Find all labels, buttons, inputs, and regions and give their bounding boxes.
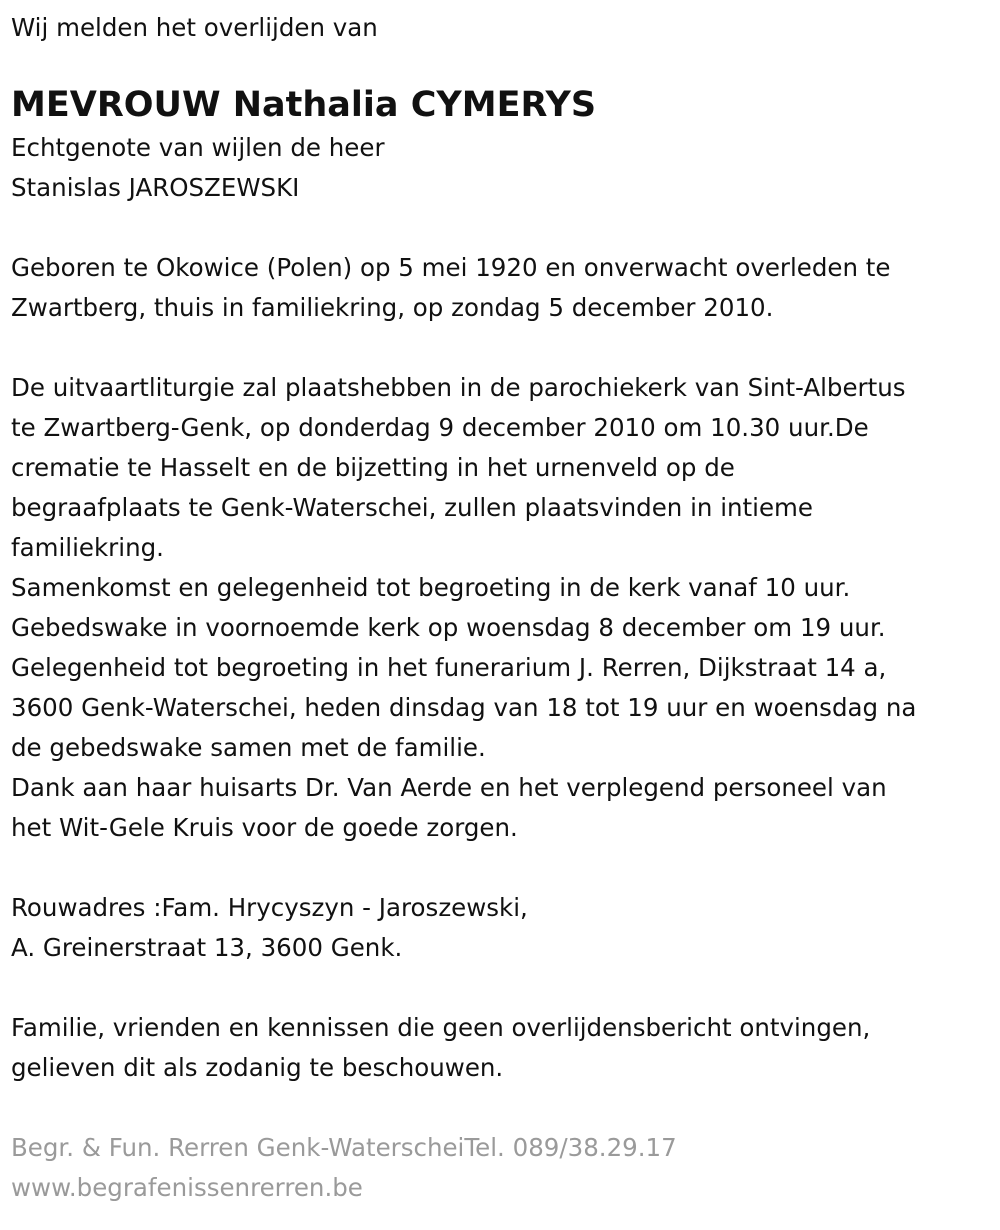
ceremony-line: het Wit-Gele Kruis voor de goede zorgen.: [11, 813, 518, 842]
funeral-home-website: www.begrafenissenrerren.be: [11, 1173, 363, 1202]
spacer: [11, 328, 990, 368]
address-section: [11, 888, 990, 968]
ceremony-line: Gebedswake in voornoemde kerk op woensdag 8 december om 19 uur.: [11, 613, 886, 642]
spacer: [11, 848, 990, 888]
funeral-home-contact: Begr. & Fun. Rerren Genk-WaterscheiTel. 089/38.29.17: [11, 1133, 677, 1162]
ceremony-line: 3600 Genk-Waterschei, heden dinsdag van 18 tot 19 uur en woensdag na: [11, 693, 917, 722]
spouse-line: Echtgenote van wijlen de heer: [11, 133, 385, 162]
ceremony-line: familiekring.: [11, 533, 164, 562]
ceremony-line: crematie te Hasselt en de bijzetting in het urnenveld op de: [11, 453, 735, 482]
ceremony-line: de gebedswake samen met de familie.: [11, 733, 486, 762]
ceremony-line: Gelegenheid tot begroeting in het funerarium J. Rerren, Dijkstraat 14 a,: [11, 653, 887, 682]
spouse-section: [11, 128, 990, 208]
spacer: [11, 968, 990, 1008]
spacer: [11, 1088, 990, 1128]
spouse-line: Stanislas JAROSZEWSKI: [11, 173, 300, 202]
spacer: [11, 208, 990, 248]
ceremony-line: begraafplaats te Genk-Waterschei, zullen plaatsvinden in intieme: [11, 493, 813, 522]
deceased-name: MEVROUW Nathalia CYMERYS: [11, 85, 597, 125]
ceremony-line: Dank aan haar huisarts Dr. Van Aerde en het verplegend personeel van: [11, 773, 887, 802]
birth-line: Zwartberg, thuis in familiekring, op zondag 5 december 2010.: [11, 293, 774, 322]
intro-text: Wij melden het overlijden van: [11, 13, 378, 42]
ceremony-section: [11, 368, 990, 848]
ceremony-line: Samenkomst en gelegenheid tot begroeting in de kerk vanaf 10 uur.: [11, 573, 851, 602]
notice-line: gelieven dit als zodanig te beschouwen.: [11, 1053, 504, 1082]
funeral-home-footer: [11, 1128, 990, 1208]
birth-line: Geboren te Okowice (Polen) op 5 mei 1920 en onverwacht overleden te: [11, 253, 891, 282]
notice-line: Familie, vrienden en kennissen die geen overlijdensbericht ontvingen,: [11, 1013, 871, 1042]
notice-section: [11, 1008, 990, 1088]
ceremony-line: De uitvaartliturgie zal plaatshebben in de parochiekerk van Sint-Albertus: [11, 373, 906, 402]
address-line: Rouwadres :Fam. Hrycyszyn - Jaroszewski,: [11, 893, 528, 922]
birth-section: [11, 248, 990, 328]
ceremony-line: te Zwartberg-Genk, op donderdag 9 december 2010 om 10.30 uur.De: [11, 413, 869, 442]
address-line: A. Greinerstraat 13, 3600 Genk.: [11, 933, 403, 962]
